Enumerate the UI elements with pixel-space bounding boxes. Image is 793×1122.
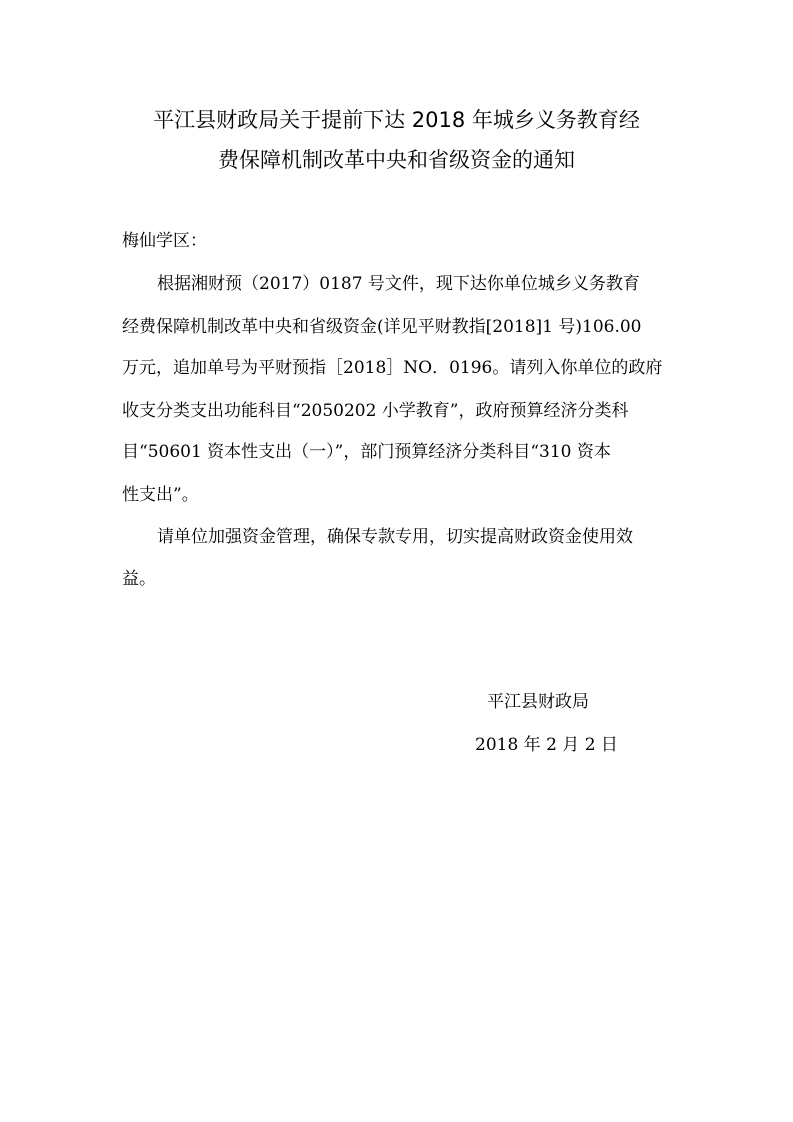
paragraph-2-line-2: 益。: [122, 569, 156, 589]
paragraph-1-line-4: 收支分类支出功能科目“2050202 小学教育”，政府预算经济分类科: [122, 401, 629, 421]
paragraph-1-line-2: 经费保障机制改革中央和省级资金(详见平财教指[2018]1 号)106.00: [122, 317, 642, 337]
salutation: 梅仙学区：: [122, 231, 207, 251]
paragraph-1-line-3: 万元，追加单号为平财预指［2018］NO．0196。请列入你单位的政府: [122, 358, 663, 378]
issuer-name: 平江县财政局: [487, 692, 589, 712]
paragraph-1-line-6: 性支出”。: [122, 485, 199, 505]
issue-date: 2018 年 2 月 2 日: [475, 735, 618, 755]
paragraph-1-line-1: 根据湘财预（2017）0187 号文件，现下达你单位城乡义务教育: [157, 274, 640, 294]
document-title-line-1: 平江县财政局关于提前下达 2018 年城乡义务教育经: [153, 108, 640, 132]
document-title-line-2: 费保障机制改革中央和省级资金的通知: [218, 148, 575, 172]
paragraph-2-line-1: 请单位加强资金管理，确保专款专用，切实提高财政资金使用效: [157, 527, 633, 547]
paragraph-1-line-5: 目“50601 资本性支出（一）”，部门预算经济分类科目“310 资本: [122, 442, 611, 462]
